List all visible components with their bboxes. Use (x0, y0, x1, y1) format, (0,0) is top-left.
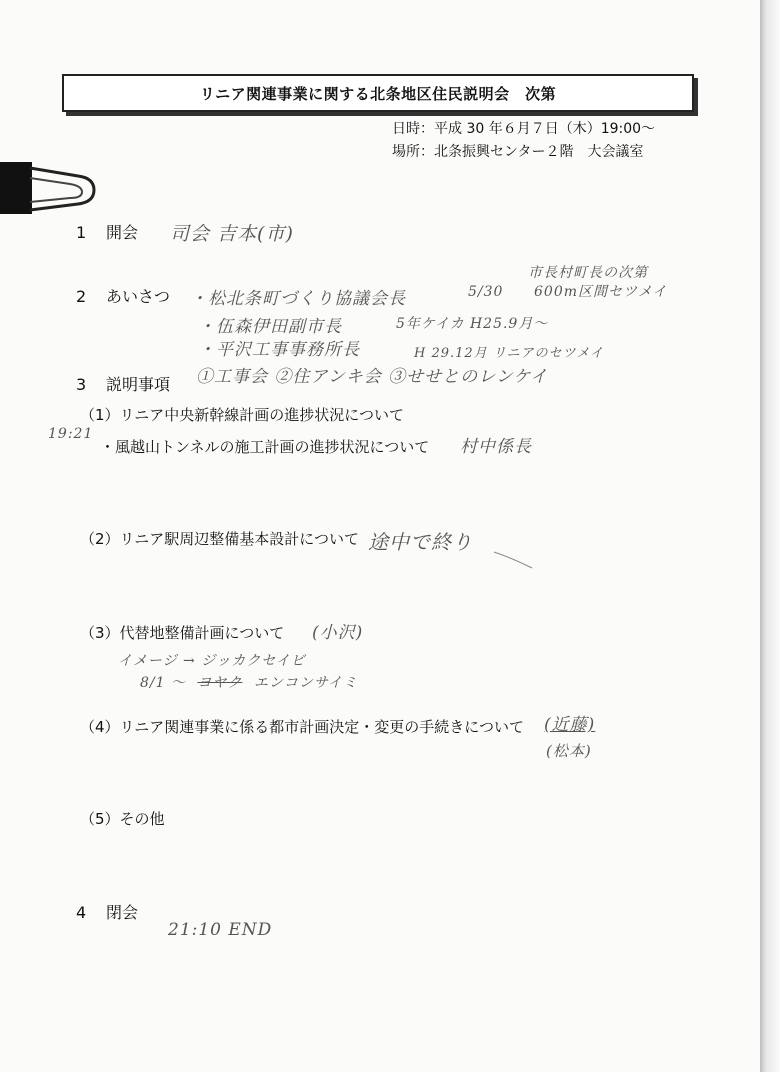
handwritten-sub3-line2 (140, 672, 358, 692)
handwritten-greeting-right1: 市長村町長の次第 (528, 265, 648, 281)
handwritten-sub1-note: 村中係長 (460, 437, 532, 457)
agenda-sub-item-5: （5）その他 (80, 810, 165, 828)
agenda-item-explanation (76, 372, 170, 395)
handwritten-sub3-line2-end: エンコンサイミ (253, 675, 358, 691)
agenda-sub-item-4: （4）リニア関連事業に係る都市計画決定・変更の手続きについて (80, 718, 524, 736)
handwritten-greeting-date: 5/30 (468, 284, 504, 300)
agenda-item-closing (76, 900, 138, 923)
handwritten-opening-note: 司会 吉本(市) (170, 223, 294, 245)
handwritten-greeting-line2: ・伍森伊田副市長 (198, 317, 342, 337)
handwritten-greeting-line4: ①工事会 ②住アンキ会 ③せせとのレンケイ (196, 367, 549, 387)
agenda-sub-item-3: （3）代替地整備計画について (80, 624, 285, 642)
handwritten-greeting-right3: 5年ケイカ H25.9月～ (396, 316, 549, 332)
handwritten-greeting-right4: H 29.12月 リニアのセツメイ (414, 346, 605, 361)
agenda-item-number: 3 (76, 375, 87, 394)
agenda-sub-item-2: （2）リニア駅周辺整備基本設計について (80, 530, 359, 548)
agenda-item-label: 閉会 (106, 903, 139, 922)
document-title: リニア関連事業に関する北条地区住民説明会 次第 (62, 74, 694, 112)
agenda-item-number: 1 (76, 223, 87, 242)
agenda-item-number: 4 (76, 903, 87, 922)
agenda-item-label: 開会 (106, 223, 139, 242)
meeting-date: 日時：平成 30 年６月７日（木）19:00～ (392, 121, 656, 137)
agenda-item-opening (76, 220, 138, 243)
handwritten-greeting-line1: ・松北条町づくり協議会長 (190, 289, 406, 309)
pen-stroke-mark (492, 548, 536, 572)
agenda-sub-item-1: （1）リニア中央新幹線計画の進捗状況について (80, 406, 404, 424)
handwritten-struck-word: ヨヤク (197, 675, 243, 691)
handwritten-greeting-right2: 600m区間セツメイ (534, 284, 668, 300)
meeting-place: 場所：北条振興センター２階 大会議室 (392, 144, 644, 160)
page-edge (760, 0, 780, 1072)
handwritten-sub4-note2: (松本) (546, 742, 592, 760)
handwritten-sub2-note: 途中で終り (368, 530, 473, 554)
handwritten-sub3-note: (小沢) (312, 623, 364, 643)
agenda-sub-item-1-bullet: ・風越山トンネルの施工計画の進捗状況について (100, 438, 430, 456)
agenda-item-label: 説明事項 (106, 375, 171, 394)
handwritten-time-note: 19:21 (48, 426, 94, 442)
handwritten-closing-note: 21:10 END (168, 920, 273, 940)
handwritten-sub4-note1: (近藤) (544, 715, 596, 735)
agenda-item-greeting (76, 284, 170, 307)
agenda-item-label: あいさつ (106, 287, 171, 306)
agenda-item-number: 2 (76, 287, 87, 306)
binder-clip-icon (0, 158, 100, 228)
handwritten-greeting-line3: ・平沢工事事務所長 (198, 340, 360, 360)
handwritten-sub3-line1: イメージ → ジッカクセイビ (118, 653, 306, 669)
handwritten-sub3-line2-start: 8/1 ～ (140, 675, 186, 691)
